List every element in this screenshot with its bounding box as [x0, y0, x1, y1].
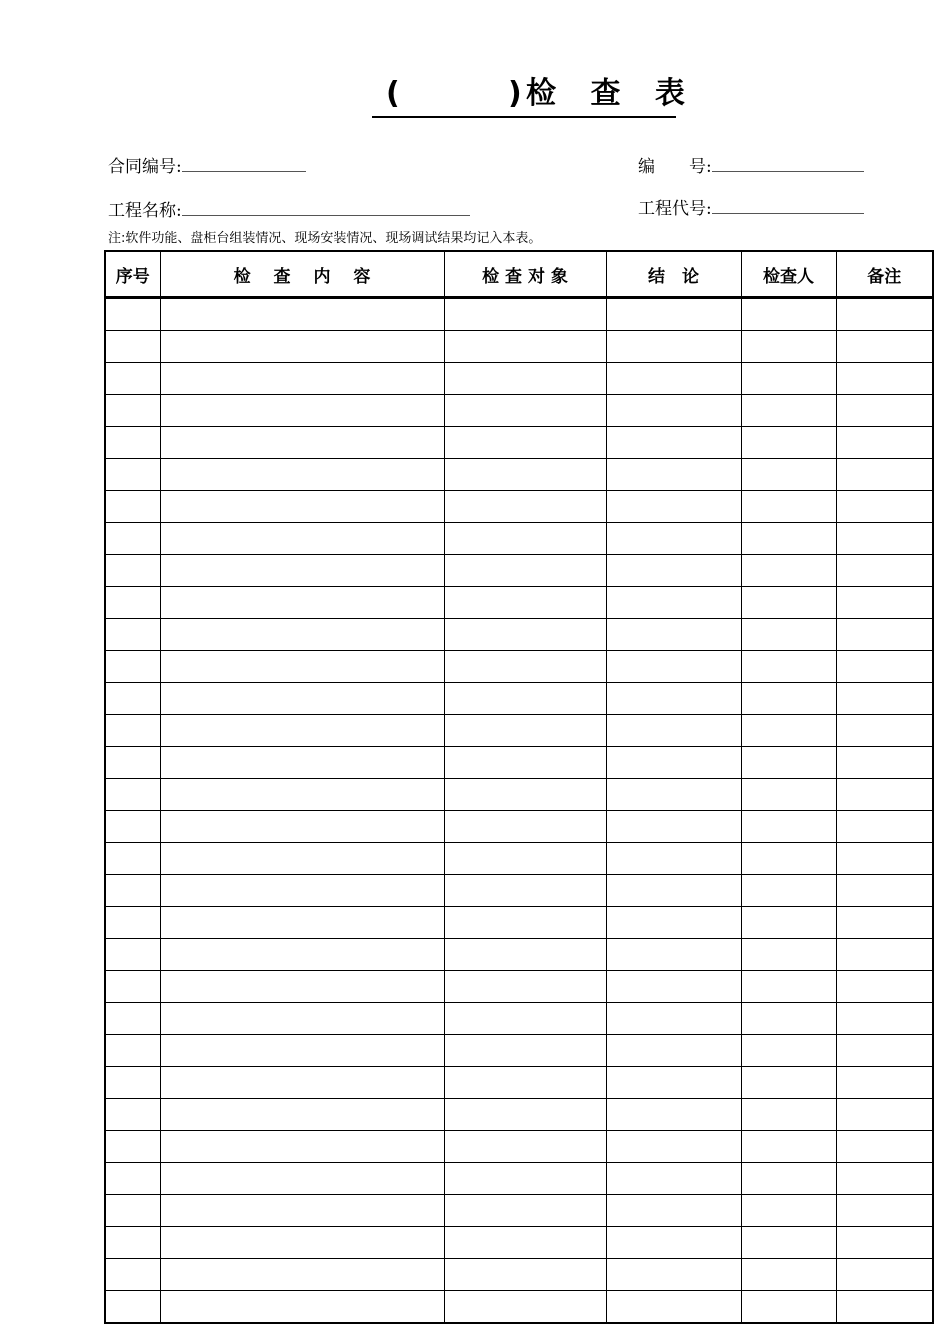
table-row [105, 1067, 933, 1099]
object-cell[interactable] [444, 1035, 606, 1067]
serial-no-cell[interactable] [105, 1195, 160, 1227]
content-cell[interactable] [160, 1259, 444, 1291]
remarks-cell[interactable] [836, 1067, 933, 1099]
serial-no-cell[interactable] [105, 683, 160, 715]
object-cell[interactable] [444, 843, 606, 875]
title-close-paren: ) [508, 76, 522, 111]
serial-no-cell[interactable] [105, 363, 160, 395]
object-cell[interactable] [444, 939, 606, 971]
table-row [105, 715, 933, 747]
inspector-cell[interactable] [741, 619, 836, 651]
inspector-cell[interactable] [741, 907, 836, 939]
object-cell[interactable] [444, 907, 606, 939]
remarks-cell[interactable] [836, 747, 933, 779]
serial-no-cell[interactable] [105, 619, 160, 651]
table-row [105, 779, 933, 811]
remarks-cell[interactable] [836, 1163, 933, 1195]
remarks-cell[interactable] [836, 587, 933, 619]
content-cell[interactable] [160, 587, 444, 619]
object-cell[interactable] [444, 1067, 606, 1099]
table-row [105, 811, 933, 843]
object-cell[interactable] [444, 779, 606, 811]
remarks-cell[interactable] [836, 298, 933, 331]
conclusion-cell[interactable] [606, 587, 741, 619]
content-cell[interactable] [160, 971, 444, 1003]
object-cell[interactable] [444, 1259, 606, 1291]
serial-no-cell[interactable] [105, 747, 160, 779]
table-header-row [105, 251, 933, 298]
inspector-cell[interactable] [741, 491, 836, 523]
serial-no-cell[interactable] [105, 939, 160, 971]
serial-no-cell[interactable] [105, 715, 160, 747]
object-cell[interactable] [444, 587, 606, 619]
project-code-blank[interactable] [712, 196, 864, 214]
object-cell[interactable] [444, 1003, 606, 1035]
serial-no-cell[interactable] [105, 1035, 160, 1067]
table-row [105, 1195, 933, 1227]
inspector-cell[interactable] [741, 1035, 836, 1067]
project-code-field [638, 196, 864, 220]
inspector-cell[interactable] [741, 1067, 836, 1099]
conclusion-cell[interactable] [606, 875, 741, 907]
content-cell[interactable] [160, 1195, 444, 1227]
conclusion-cell[interactable] [606, 651, 741, 683]
header-remarks: 备注 [836, 251, 933, 298]
object-cell[interactable] [444, 971, 606, 1003]
remarks-cell[interactable] [836, 491, 933, 523]
object-cell[interactable] [444, 1131, 606, 1163]
header-inspection-content: 检 查 内 容 [160, 251, 444, 298]
remarks-cell[interactable] [836, 811, 933, 843]
content-cell[interactable] [160, 939, 444, 971]
object-cell[interactable] [444, 715, 606, 747]
project-name-field [108, 198, 470, 222]
inspector-cell[interactable] [741, 395, 836, 427]
inspector-cell[interactable] [741, 939, 836, 971]
serial-no-cell[interactable] [105, 298, 160, 331]
conclusion-cell[interactable] [606, 779, 741, 811]
contract-no-field [108, 154, 306, 178]
content-cell[interactable] [160, 1067, 444, 1099]
table-row [105, 747, 933, 779]
object-cell[interactable] [444, 459, 606, 491]
table-row [105, 1163, 933, 1195]
header-conclusion: 结 论 [606, 251, 741, 298]
inspector-cell[interactable] [741, 715, 836, 747]
remarks-cell[interactable] [836, 779, 933, 811]
remarks-cell[interactable] [836, 363, 933, 395]
content-cell[interactable] [160, 1003, 444, 1035]
serial-no-cell[interactable] [105, 1003, 160, 1035]
inspector-cell[interactable] [741, 1259, 836, 1291]
content-cell[interactable] [160, 1131, 444, 1163]
table-row [105, 331, 933, 363]
inspector-cell[interactable] [741, 875, 836, 907]
conclusion-cell[interactable] [606, 298, 741, 331]
content-cell[interactable] [160, 811, 444, 843]
remarks-cell[interactable] [836, 1259, 933, 1291]
content-cell[interactable] [160, 1099, 444, 1131]
note-text: 注:软件功能、盘柜台组装情况、现场安装情况、现场调试结果均记入本表。 [108, 231, 542, 246]
serial-no-cell[interactable] [105, 331, 160, 363]
serial-no-cell[interactable] [105, 971, 160, 1003]
inspector-cell[interactable] [741, 1291, 836, 1324]
contract-no-blank[interactable] [182, 154, 306, 172]
remarks-cell[interactable] [836, 1195, 933, 1227]
table-row [105, 1099, 933, 1131]
table-row [105, 683, 933, 715]
content-cell[interactable] [160, 843, 444, 875]
table-row [105, 491, 933, 523]
serial-no-cell[interactable] [105, 1259, 160, 1291]
inspection-table [104, 250, 934, 1324]
conclusion-cell[interactable] [606, 1035, 741, 1067]
inspector-cell[interactable] [741, 811, 836, 843]
remarks-cell[interactable] [836, 1291, 933, 1324]
serial-no-cell[interactable] [105, 779, 160, 811]
remarks-cell[interactable] [836, 395, 933, 427]
content-cell[interactable] [160, 331, 444, 363]
remarks-cell[interactable] [836, 651, 933, 683]
content-cell[interactable] [160, 779, 444, 811]
conclusion-cell[interactable] [606, 555, 741, 587]
content-cell[interactable] [160, 1035, 444, 1067]
serial-no-cell[interactable] [105, 491, 160, 523]
conclusion-cell[interactable] [606, 747, 741, 779]
remarks-cell[interactable] [836, 331, 933, 363]
header-serial-no: 序号 [105, 251, 160, 298]
table-row [105, 523, 933, 555]
content-cell[interactable] [160, 363, 444, 395]
inspector-cell[interactable] [741, 1003, 836, 1035]
serial-no-cell[interactable] [105, 587, 160, 619]
form-title [372, 72, 697, 118]
header-inspection-object: 检 查 对 象 [444, 251, 606, 298]
content-cell[interactable] [160, 747, 444, 779]
content-cell[interactable] [160, 555, 444, 587]
table-row [105, 1227, 933, 1259]
conclusion-cell[interactable] [606, 907, 741, 939]
conclusion-cell[interactable] [606, 459, 741, 491]
remarks-cell[interactable] [836, 907, 933, 939]
inspector-cell[interactable] [741, 331, 836, 363]
object-cell[interactable] [444, 1291, 606, 1324]
conclusion-cell[interactable] [606, 971, 741, 1003]
title-text: 检 查 表 [526, 76, 697, 111]
inspector-cell[interactable] [741, 683, 836, 715]
inspector-cell[interactable] [741, 971, 836, 1003]
object-cell[interactable] [444, 1163, 606, 1195]
conclusion-cell[interactable] [606, 1099, 741, 1131]
project-name-label: 工程名称: [108, 201, 182, 221]
content-cell[interactable] [160, 395, 444, 427]
inspector-cell[interactable] [741, 363, 836, 395]
contract-no-label: 合同编号: [108, 157, 182, 177]
conclusion-cell[interactable] [606, 331, 741, 363]
remarks-cell[interactable] [836, 1035, 933, 1067]
serial-no-cell[interactable] [105, 1163, 160, 1195]
content-cell[interactable] [160, 875, 444, 907]
remarks-cell[interactable] [836, 971, 933, 1003]
content-cell[interactable] [160, 491, 444, 523]
table-row [105, 619, 933, 651]
conclusion-cell[interactable] [606, 683, 741, 715]
remarks-cell[interactable] [836, 715, 933, 747]
inspector-cell[interactable] [741, 1163, 836, 1195]
object-cell[interactable] [444, 1099, 606, 1131]
inspector-cell[interactable] [741, 651, 836, 683]
inspector-cell[interactable] [741, 523, 836, 555]
content-cell[interactable] [160, 1291, 444, 1324]
object-cell[interactable] [444, 683, 606, 715]
remarks-cell[interactable] [836, 843, 933, 875]
remarks-cell[interactable] [836, 1131, 933, 1163]
content-cell[interactable] [160, 715, 444, 747]
serial-no-cell[interactable] [105, 651, 160, 683]
serial-no-cell[interactable] [105, 459, 160, 491]
serial-no-blank[interactable] [712, 154, 864, 172]
content-cell[interactable] [160, 907, 444, 939]
remarks-cell[interactable] [836, 427, 933, 459]
inspector-cell[interactable] [741, 747, 836, 779]
table-row [105, 427, 933, 459]
serial-no-cell[interactable] [105, 1131, 160, 1163]
conclusion-cell[interactable] [606, 619, 741, 651]
object-cell[interactable] [444, 651, 606, 683]
serial-no-cell[interactable] [105, 1067, 160, 1099]
conclusion-cell[interactable] [606, 427, 741, 459]
serial-no-label: 编 号: [638, 157, 712, 177]
serial-no-cell[interactable] [105, 427, 160, 459]
object-cell[interactable] [444, 427, 606, 459]
remarks-cell[interactable] [836, 1099, 933, 1131]
remarks-cell[interactable] [836, 1003, 933, 1035]
table-row [105, 939, 933, 971]
serial-no-cell[interactable] [105, 843, 160, 875]
conclusion-cell[interactable] [606, 939, 741, 971]
object-cell[interactable] [444, 1227, 606, 1259]
conclusion-cell[interactable] [606, 843, 741, 875]
content-cell[interactable] [160, 298, 444, 331]
object-cell[interactable] [444, 363, 606, 395]
serial-no-cell[interactable] [105, 1227, 160, 1259]
title-open-paren: ( [386, 76, 400, 111]
remarks-cell[interactable] [836, 555, 933, 587]
serial-no-cell[interactable] [105, 875, 160, 907]
content-cell[interactable] [160, 1163, 444, 1195]
inspector-cell[interactable] [741, 587, 836, 619]
conclusion-cell[interactable] [606, 1067, 741, 1099]
conclusion-cell[interactable] [606, 1131, 741, 1163]
inspector-cell[interactable] [741, 298, 836, 331]
remarks-cell[interactable] [836, 683, 933, 715]
content-cell[interactable] [160, 427, 444, 459]
inspector-cell[interactable] [741, 1099, 836, 1131]
content-cell[interactable] [160, 619, 444, 651]
object-cell[interactable] [444, 747, 606, 779]
inspector-cell[interactable] [741, 843, 836, 875]
serial-no-cell[interactable] [105, 1099, 160, 1131]
table-row [105, 587, 933, 619]
table-row [105, 843, 933, 875]
object-cell[interactable] [444, 811, 606, 843]
serial-no-cell[interactable] [105, 907, 160, 939]
remarks-cell[interactable] [836, 1227, 933, 1259]
inspector-cell[interactable] [741, 1227, 836, 1259]
table-row [105, 555, 933, 587]
object-cell[interactable] [444, 619, 606, 651]
serial-no-field [638, 154, 864, 178]
conclusion-cell[interactable] [606, 811, 741, 843]
table-row [105, 1291, 933, 1324]
serial-no-cell[interactable] [105, 1291, 160, 1324]
conclusion-cell[interactable] [606, 395, 741, 427]
conclusion-cell[interactable] [606, 1259, 741, 1291]
object-cell[interactable] [444, 555, 606, 587]
table-row [105, 907, 933, 939]
table-body [105, 298, 933, 1324]
conclusion-cell[interactable] [606, 1291, 741, 1324]
content-cell[interactable] [160, 683, 444, 715]
serial-no-cell[interactable] [105, 395, 160, 427]
object-cell[interactable] [444, 395, 606, 427]
header-inspector: 检查人 [741, 251, 836, 298]
table-row [105, 459, 933, 491]
inspector-cell[interactable] [741, 1195, 836, 1227]
inspector-cell[interactable] [741, 1131, 836, 1163]
conclusion-cell[interactable] [606, 715, 741, 747]
object-cell[interactable] [444, 331, 606, 363]
table-row [105, 1259, 933, 1291]
conclusion-cell[interactable] [606, 1195, 741, 1227]
serial-no-cell[interactable] [105, 523, 160, 555]
table-row [105, 1035, 933, 1067]
serial-no-cell[interactable] [105, 555, 160, 587]
serial-no-cell[interactable] [105, 811, 160, 843]
table-row [105, 1003, 933, 1035]
remarks-cell[interactable] [836, 459, 933, 491]
inspector-cell[interactable] [741, 779, 836, 811]
table-row [105, 363, 933, 395]
inspector-cell[interactable] [741, 555, 836, 587]
conclusion-cell[interactable] [606, 1227, 741, 1259]
remarks-cell[interactable] [836, 619, 933, 651]
object-cell[interactable] [444, 1195, 606, 1227]
object-cell[interactable] [444, 875, 606, 907]
remarks-cell[interactable] [836, 523, 933, 555]
conclusion-cell[interactable] [606, 523, 741, 555]
table-row [105, 651, 933, 683]
content-cell[interactable] [160, 1227, 444, 1259]
object-cell[interactable] [444, 298, 606, 331]
content-cell[interactable] [160, 651, 444, 683]
object-cell[interactable] [444, 523, 606, 555]
inspector-cell[interactable] [741, 427, 836, 459]
project-name-blank[interactable] [182, 198, 470, 216]
table-row [105, 395, 933, 427]
object-cell[interactable] [444, 491, 606, 523]
conclusion-cell[interactable] [606, 1003, 741, 1035]
table-row [105, 298, 933, 331]
remarks-cell[interactable] [836, 939, 933, 971]
inspector-cell[interactable] [741, 459, 836, 491]
conclusion-cell[interactable] [606, 491, 741, 523]
table-row [105, 971, 933, 1003]
content-cell[interactable] [160, 459, 444, 491]
conclusion-cell[interactable] [606, 1163, 741, 1195]
remarks-cell[interactable] [836, 875, 933, 907]
conclusion-cell[interactable] [606, 363, 741, 395]
table-row [105, 875, 933, 907]
project-code-label: 工程代号: [638, 199, 712, 219]
table-row [105, 1131, 933, 1163]
content-cell[interactable] [160, 523, 444, 555]
